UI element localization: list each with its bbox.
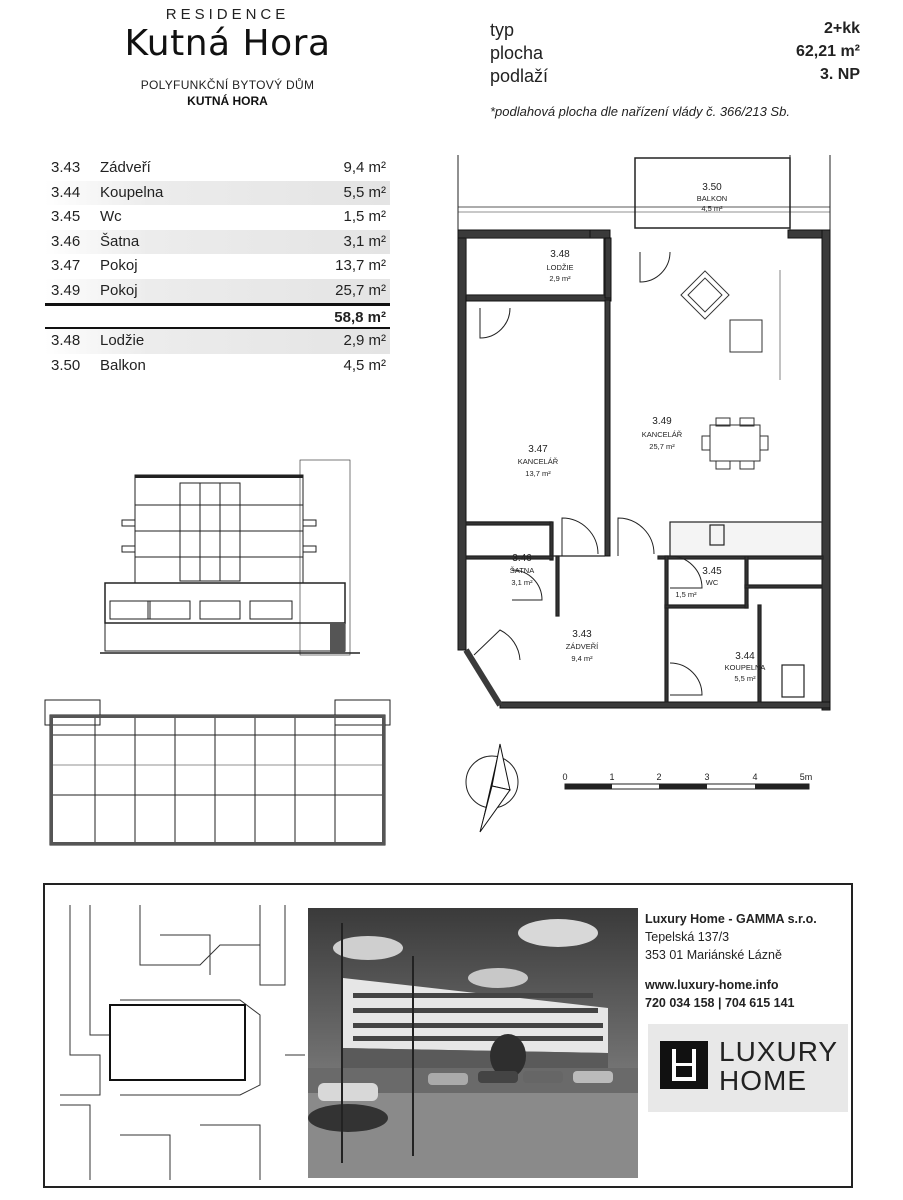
plan-label-satna-num: 3.46 — [512, 553, 532, 564]
room-number: 3.49 — [51, 281, 81, 299]
scale-tick-label: 0 — [562, 772, 568, 782]
room-name: Pokoj — [100, 257, 138, 274]
scale-tick-label: 5m — [799, 772, 813, 782]
company-phones: 720 034 158 | 704 615 141 — [645, 996, 795, 1010]
plan-label-koupelna-name: KOUPELNA — [724, 663, 766, 672]
plan-label-balkon-area: 4,5 m² — [701, 204, 723, 213]
plan-label-koupelna-num: 3.44 — [735, 651, 755, 662]
table-row — [45, 329, 390, 354]
room-number: 3.47 — [51, 257, 81, 274]
plan-label-kancelar1-area: 13,7 m² — [525, 469, 551, 478]
building-photo — [308, 908, 638, 1178]
table-row — [45, 279, 390, 304]
plan-label-satna-name: ŠATNA — [509, 566, 535, 575]
area-note: *podlahová plocha dle nařízení vlády č. 366/213 Sb. — [490, 104, 790, 119]
plan-label-zadveri-name: ZÁDVEŘÍ — [565, 642, 599, 651]
plan-label-koupelna-area: 5,5 m² — [734, 674, 756, 683]
plan-label-lodzie-area: 2,9 m² — [549, 274, 571, 283]
room-area: 4,5 m² — [343, 356, 386, 374]
site-map — [60, 905, 305, 1180]
logo-line-2: HOME — [719, 1065, 807, 1096]
plan-label-lodzie-num: 3.48 — [550, 249, 570, 260]
company-website[interactable]: www.luxury-home.info — [645, 978, 779, 992]
project-header — [90, 6, 365, 108]
plan-label-kancelar1-name: KANCELÁŘ — [517, 457, 559, 466]
room-number: 3.46 — [51, 232, 81, 250]
plan-label-kancelar1-num: 3.47 — [528, 444, 548, 455]
plan-label-balkon-name: BALKON — [696, 194, 728, 203]
logo-mark-icon — [660, 1041, 708, 1089]
floor-plan — [440, 150, 840, 720]
table-row — [45, 354, 390, 379]
plan-label-kancelar2-name: KANCELÁŘ — [641, 430, 683, 439]
room-number: 3.45 — [51, 208, 81, 225]
scale-tick-label: 1 — [609, 772, 615, 782]
table-row — [45, 181, 390, 206]
plan-label-kancelar2-area: 25,7 m² — [649, 442, 675, 451]
room-area: 3,1 m² — [343, 232, 386, 250]
table-row — [45, 205, 390, 230]
company-street: Tepelská 137/3 — [645, 930, 730, 944]
room-area: 13,7 m² — [335, 257, 386, 274]
unit-type-label: typ — [490, 20, 515, 40]
plan-label-wc-name: WC — [705, 578, 719, 587]
unit-floor-row — [490, 66, 865, 89]
compass-icon — [452, 740, 532, 840]
building-section-drawing — [100, 455, 360, 665]
unit-area-value: 62,21 m² — [795, 43, 860, 60]
plan-label-kancelar2-num: 3.49 — [652, 416, 672, 427]
table-row — [45, 230, 390, 255]
room-name: Lodžie — [100, 332, 145, 349]
rooms-total-row — [45, 303, 390, 329]
building-floor-overview — [35, 695, 405, 855]
unit-type-value: 2+kk — [823, 20, 860, 37]
table-row — [45, 156, 390, 181]
room-number: 3.48 — [51, 332, 81, 349]
logo-wordmark — [719, 1037, 838, 1095]
room-area: 1,5 m² — [343, 208, 386, 225]
scale-tick-label: 3 — [704, 772, 710, 782]
scale-tick-label: 2 — [656, 772, 662, 782]
unit-floor-value: 3. NP — [819, 66, 860, 83]
plan-label-satna-area: 3,1 m² — [511, 578, 533, 587]
scale-bar — [558, 770, 820, 794]
unit-summary — [490, 20, 865, 89]
unit-type-row — [490, 20, 865, 43]
room-table — [45, 156, 390, 378]
company-city: 353 01 Mariánské Lázně — [645, 948, 782, 962]
room-area: 5,5 m² — [343, 183, 386, 201]
room-name: Pokoj — [100, 281, 138, 299]
plan-label-wc-num: 3.45 — [702, 566, 722, 577]
unit-area-label: plocha — [490, 43, 544, 63]
project-subtitle: POLYFUNKČNÍ BYTOVÝ DŮM — [140, 78, 315, 92]
room-number: 3.50 — [51, 356, 81, 374]
rooms-total-value: 58,8 m² — [334, 309, 386, 326]
room-name: Koupelna — [100, 183, 164, 201]
plan-label-balkon-num: 3.50 — [702, 182, 722, 193]
room-name: Balkon — [100, 356, 146, 374]
plan-label-lodzie-name: LODŽIE — [546, 263, 574, 272]
project-title: Kutná Hora — [124, 23, 331, 64]
room-area: 9,4 m² — [343, 159, 386, 176]
room-name: Wc — [100, 208, 122, 225]
project-subtitle-city: KUTNÁ HORA — [187, 94, 268, 108]
company-name: Luxury Home - GAMMA s.r.o. — [645, 912, 817, 926]
table-row — [45, 254, 390, 279]
plan-label-zadveri-num: 3.43 — [572, 629, 592, 640]
room-area: 2,9 m² — [343, 332, 386, 349]
unit-area-row — [490, 43, 865, 66]
room-name: Šatna — [100, 232, 140, 250]
residence-label: RESIDENCE — [165, 6, 290, 23]
company-info — [645, 910, 817, 1012]
room-area: 25,7 m² — [335, 281, 386, 299]
room-number: 3.44 — [51, 183, 81, 201]
room-name: Zádveří — [100, 159, 151, 176]
unit-floor-label: podlaží — [490, 66, 549, 86]
logo-line-1: LUXURY — [719, 1036, 839, 1067]
scale-tick-label: 4 — [752, 772, 758, 782]
plan-label-wc-area: 1,5 m² — [675, 590, 697, 599]
room-number: 3.43 — [51, 159, 81, 176]
plan-label-zadveri-area: 9,4 m² — [571, 654, 593, 663]
